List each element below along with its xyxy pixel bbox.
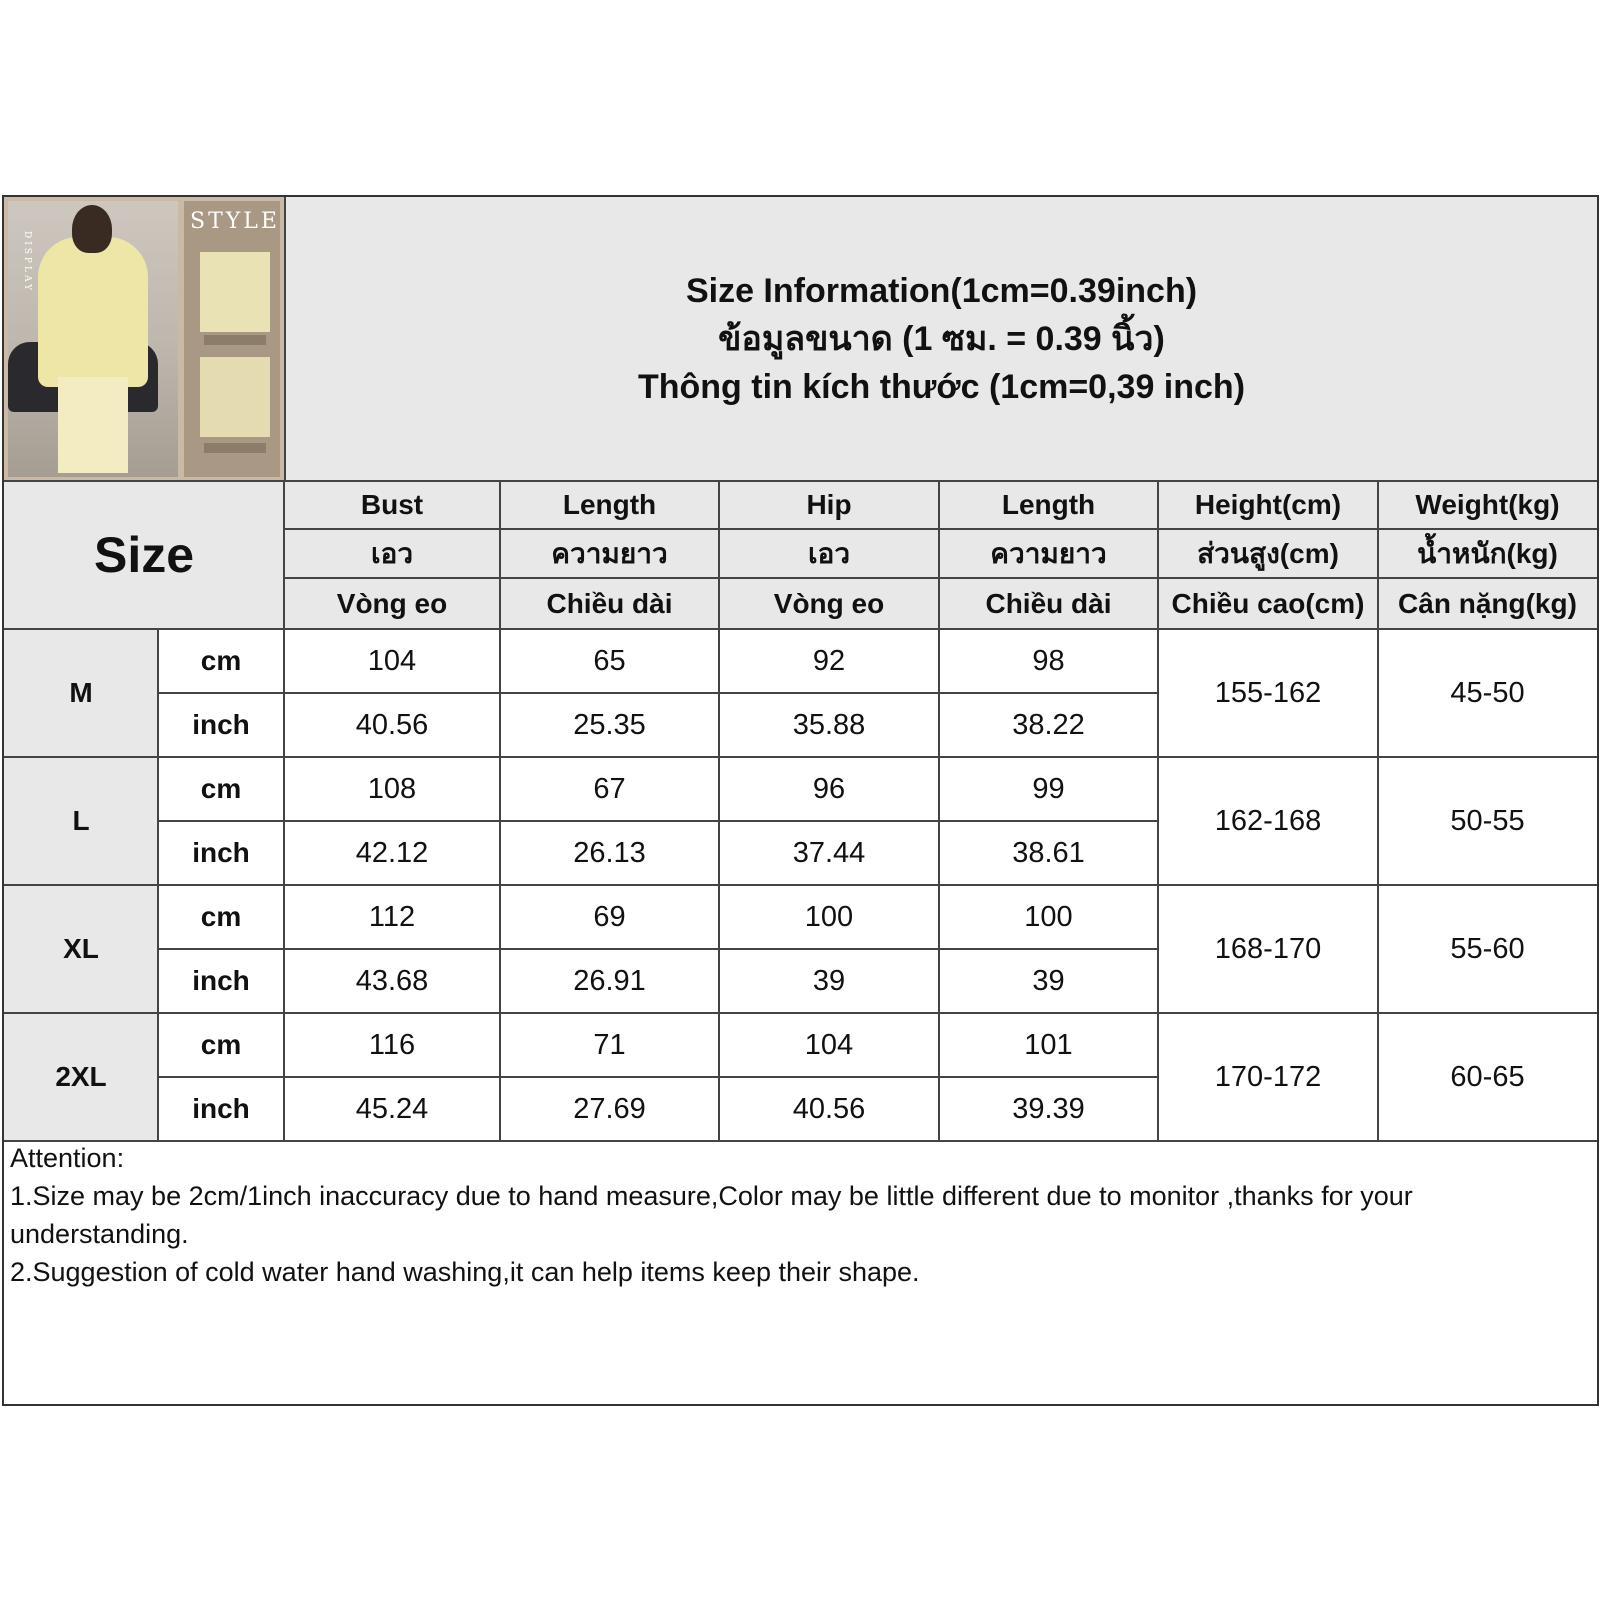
measurement-inch: 38.61 (939, 821, 1158, 885)
column-header-en: Length (500, 481, 719, 529)
size-header: Size (4, 481, 284, 629)
column-header-th: เอว (284, 529, 500, 578)
row-rule (4, 1012, 1597, 1014)
notes-item: 2.Suggestion of cold water hand washing,it can help items keep their shape. (10, 1257, 920, 1287)
column-header-th: ส่วนสูง(cm) (1158, 529, 1378, 578)
measurement-inch: 25.35 (500, 693, 719, 757)
photo-model-head (72, 205, 112, 253)
column-header-vi: Chiều dài (939, 578, 1158, 629)
header-bottom-rule (4, 628, 1597, 630)
weight-range: 55-60 (1378, 885, 1597, 1013)
row-rule (4, 884, 1597, 886)
column-header-en: Height(cm) (1158, 481, 1378, 529)
unit-label-inch: inch (158, 693, 284, 757)
measurement-inch: 43.68 (284, 949, 500, 1013)
row-rule (4, 756, 1597, 758)
measurement-cm: 71 (500, 1013, 719, 1077)
row-split-rule (158, 948, 1158, 950)
column-header-th: ความยาว (939, 529, 1158, 578)
photo-thumbnail (200, 357, 270, 437)
weight-range: 45-50 (1378, 629, 1597, 757)
unit-label-cm: cm (158, 885, 284, 949)
column-header-vi: Vòng eo (284, 578, 500, 629)
photo-style-text: STYLE (190, 209, 280, 234)
column-rule (499, 481, 501, 1141)
column-header-en: Bust (284, 481, 500, 529)
title-block (286, 197, 1597, 481)
unit-label-inch: inch (158, 821, 284, 885)
unit-label-inch: inch (158, 949, 284, 1013)
column-header-en: Weight(kg) (1378, 481, 1597, 529)
table-rule-top (4, 480, 1597, 482)
size-name: L (4, 757, 158, 885)
title-vietnamese: Thông tin kích thước (1cm=0,39 inch) (637, 368, 1246, 406)
measurement-inch: 38.22 (939, 693, 1158, 757)
photo-thumbnail (200, 252, 270, 332)
size-name: XL (4, 885, 158, 1013)
unit-label-inch: inch (158, 1077, 284, 1141)
weight-range: 50-55 (1378, 757, 1597, 885)
measurement-inch: 39 (719, 949, 939, 1013)
header-rule (284, 528, 1597, 530)
column-rule (938, 481, 940, 1141)
row-split-rule (158, 820, 1158, 822)
row-split-rule (158, 1076, 1158, 1078)
measurement-cm: 112 (284, 885, 500, 949)
column-header-vi: Chiều dài (500, 578, 719, 629)
measurement-cm: 104 (284, 629, 500, 693)
column-header-en: Length (939, 481, 1158, 529)
size-name: M (4, 629, 158, 757)
height-range: 155-162 (1158, 629, 1378, 757)
product-photo (4, 197, 286, 482)
measurement-inch: 26.91 (500, 949, 719, 1013)
unit-label-cm: cm (158, 1013, 284, 1077)
measurement-inch: 37.44 (719, 821, 939, 885)
column-header-vi: Vòng eo (719, 578, 939, 629)
notes-item: 1.Size may be 2cm/1inch inaccuracy due to hand measure,Color may be little different due to monitor ,thanks for your understanding. (10, 1181, 1413, 1249)
measurement-inch: 26.13 (500, 821, 719, 885)
photo-thumbnail-caption (204, 335, 266, 345)
measurement-cm: 116 (284, 1013, 500, 1077)
measurement-cm: 65 (500, 629, 719, 693)
measurement-cm: 92 (719, 629, 939, 693)
measurement-cm: 101 (939, 1013, 1158, 1077)
height-range: 170-172 (1158, 1013, 1378, 1141)
column-rule (157, 629, 159, 1141)
column-rule (718, 481, 720, 1141)
size-chart (2, 195, 1599, 1406)
title-thai: ข้อมูลขนาด (1 ซม. = 0.39 นิ้ว) (718, 320, 1165, 358)
measurement-inch: 42.12 (284, 821, 500, 885)
photo-display-text: DISPLAY (22, 230, 33, 294)
measurement-cm: 98 (939, 629, 1158, 693)
row-split-rule (158, 692, 1158, 694)
measurement-inch: 27.69 (500, 1077, 719, 1141)
unit-label-cm: cm (158, 629, 284, 693)
weight-range: 60-65 (1378, 1013, 1597, 1141)
title-english: Size Information(1cm=0.39inch) (685, 272, 1198, 310)
measurement-cm: 100 (939, 885, 1158, 949)
photo-model-top (38, 237, 148, 387)
measurement-inch: 39 (939, 949, 1158, 1013)
measurement-inch: 35.88 (719, 693, 939, 757)
column-header-vi: Cân nặng(kg) (1378, 578, 1597, 629)
column-rule (1157, 481, 1159, 1141)
measurement-inch: 40.56 (719, 1077, 939, 1141)
attention-notes (10, 1139, 1590, 1291)
column-header-th: น้ำหนัก(kg) (1378, 529, 1597, 578)
column-header-th: ความยาว (500, 529, 719, 578)
size-name: 2XL (4, 1013, 158, 1141)
header-rule (284, 577, 1597, 579)
measurement-cm: 100 (719, 885, 939, 949)
column-header-vi: Chiều cao(cm) (1158, 578, 1378, 629)
measurement-inch: 45.24 (284, 1077, 500, 1141)
measurement-cm: 67 (500, 757, 719, 821)
measurement-inch: 39.39 (939, 1077, 1158, 1141)
notes-heading: Attention: (10, 1143, 125, 1173)
column-header-th: เอว (719, 529, 939, 578)
height-range: 162-168 (1158, 757, 1378, 885)
column-header-en: Hip (719, 481, 939, 529)
photo-thumbnail-caption (204, 443, 266, 453)
measurement-cm: 99 (939, 757, 1158, 821)
photo-model-pants (58, 377, 128, 473)
measurement-cm: 104 (719, 1013, 939, 1077)
unit-label-cm: cm (158, 757, 284, 821)
measurement-cm: 96 (719, 757, 939, 821)
height-range: 168-170 (1158, 885, 1378, 1013)
measurement-cm: 108 (284, 757, 500, 821)
column-rule (1377, 481, 1379, 1141)
column-rule (283, 481, 285, 1141)
measurement-inch: 40.56 (284, 693, 500, 757)
measurement-cm: 69 (500, 885, 719, 949)
